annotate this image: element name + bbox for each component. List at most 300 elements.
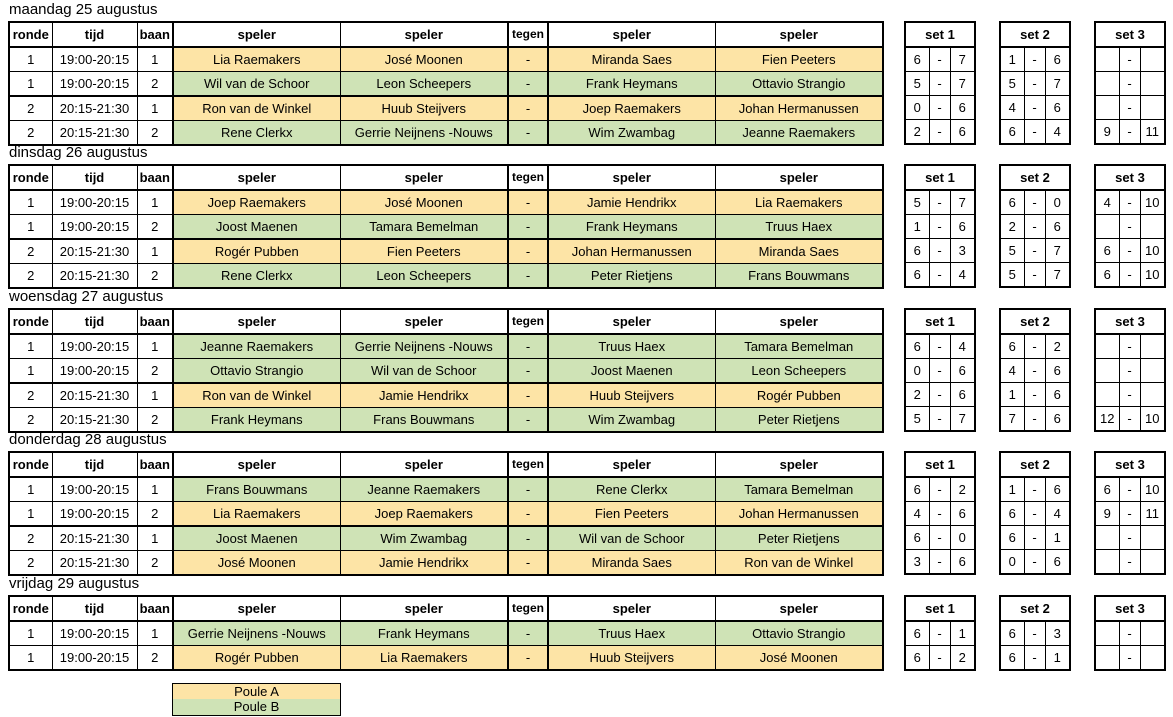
set-score-row — [905, 621, 975, 646]
score-away: 7 — [1045, 239, 1070, 263]
score-home: 6 — [1095, 239, 1119, 263]
score-away — [1140, 96, 1165, 120]
player-cell: Wil van de Schoor — [548, 526, 715, 551]
set-header: set 3 — [1095, 165, 1165, 190]
speler-header: speler — [340, 596, 508, 621]
score-away: 10 — [1140, 477, 1165, 502]
score-dash: - — [1024, 407, 1045, 432]
set-score-row — [1095, 383, 1165, 407]
baan-cell: 2 — [137, 215, 173, 240]
score-away: 6 — [950, 383, 975, 407]
match-row — [9, 239, 883, 264]
player-cell: Huub Steijvers — [548, 383, 715, 408]
baan-header: baan — [137, 165, 173, 190]
set-score-row — [905, 407, 975, 432]
tijd-cell: 20:15-21:30 — [52, 408, 137, 433]
baan-cell: 2 — [137, 121, 173, 146]
score-home: 2 — [905, 120, 929, 145]
baan-cell: 1 — [137, 334, 173, 359]
set-score-row — [1095, 263, 1165, 288]
set-header: set 1 — [905, 165, 975, 190]
player-cell: Lia Raemakers — [173, 47, 340, 72]
score-away: 10 — [1140, 239, 1165, 263]
tijd-cell: 19:00-20:15 — [52, 359, 137, 384]
score-home: 6 — [905, 263, 929, 288]
tegen-cell: - — [508, 526, 548, 551]
tegen-cell: - — [508, 502, 548, 527]
set-score-row — [1095, 120, 1165, 145]
score-home: 6 — [905, 646, 929, 671]
speler-header: speler — [548, 22, 715, 47]
tijd-cell: 19:00-20:15 — [52, 621, 137, 646]
score-home — [1095, 334, 1119, 359]
baan-header: baan — [137, 596, 173, 621]
score-away: 11 — [1140, 120, 1165, 145]
tegen-cell: - — [508, 47, 548, 72]
score-dash: - — [1119, 526, 1140, 550]
set-score-row — [905, 47, 975, 72]
player-cell: Wim Zwambag — [548, 121, 715, 146]
set-header-row — [905, 22, 975, 47]
score-dash: - — [929, 47, 950, 72]
score-away: 3 — [950, 239, 975, 263]
set-score-row — [905, 190, 975, 215]
schedule-table — [8, 164, 884, 289]
score-dash: - — [1119, 383, 1140, 407]
tijd-cell: 19:00-20:15 — [52, 502, 137, 527]
match-row — [9, 190, 883, 215]
player-cell: Frans Bouwmans — [340, 408, 508, 433]
set-score-row — [1000, 120, 1070, 145]
tijd-cell: 20:15-21:30 — [52, 239, 137, 264]
player-cell: Leon Scheepers — [715, 359, 883, 384]
score-away — [1140, 621, 1165, 646]
score-dash: - — [1119, 621, 1140, 646]
score-away: 6 — [1045, 477, 1070, 502]
score-home: 2 — [905, 383, 929, 407]
set-score-row — [905, 359, 975, 383]
player-cell: Joost Maenen — [173, 215, 340, 240]
tijd-cell: 19:00-20:15 — [52, 72, 137, 97]
ronde-cell: 1 — [9, 190, 52, 215]
speler-header: speler — [715, 165, 883, 190]
score-home: 6 — [905, 47, 929, 72]
player-cell: Jamie Hendrikx — [340, 551, 508, 576]
score-home: 5 — [1000, 72, 1024, 96]
score-home: 5 — [905, 72, 929, 96]
set-header-row — [1000, 596, 1070, 621]
baan-cell: 1 — [137, 621, 173, 646]
player-cell: Johan Hermanussen — [715, 96, 883, 121]
set-score-row — [1000, 72, 1070, 96]
tegen-header: tegen — [508, 309, 548, 334]
player-cell: Peter Rietjens — [548, 264, 715, 289]
score-away: 6 — [1045, 96, 1070, 120]
set-score-row — [905, 96, 975, 120]
set-header: set 1 — [905, 309, 975, 334]
set-score-row — [1095, 621, 1165, 646]
score-away: 0 — [950, 526, 975, 550]
speler-header: speler — [548, 596, 715, 621]
score-home: 6 — [905, 526, 929, 550]
tijd-header: tijd — [52, 596, 137, 621]
set-2-table — [999, 308, 1071, 432]
header-row — [9, 165, 883, 190]
set-2-table — [999, 21, 1071, 145]
player-cell: Johan Hermanussen — [715, 502, 883, 527]
ronde-cell: 2 — [9, 526, 52, 551]
set-1-table — [904, 21, 976, 145]
match-row — [9, 72, 883, 97]
tijd-cell: 20:15-21:30 — [52, 121, 137, 146]
player-cell: Frans Bouwmans — [173, 477, 340, 502]
score-away: 4 — [950, 263, 975, 288]
set-score-row — [905, 502, 975, 526]
set-header: set 3 — [1095, 309, 1165, 334]
score-dash: - — [929, 120, 950, 145]
set-header-row — [905, 165, 975, 190]
set-3-table — [1094, 21, 1166, 145]
match-row — [9, 359, 883, 384]
score-dash: - — [929, 96, 950, 120]
tegen-cell: - — [508, 551, 548, 576]
set-header-row — [905, 596, 975, 621]
set-score-row — [1095, 550, 1165, 575]
player-cell: Wim Zwambag — [548, 408, 715, 433]
score-away: 6 — [950, 215, 975, 239]
score-dash: - — [929, 407, 950, 432]
score-away: 4 — [1045, 120, 1070, 145]
score-home: 6 — [905, 477, 929, 502]
speler-header: speler — [548, 165, 715, 190]
score-home: 6 — [1000, 334, 1024, 359]
score-away: 7 — [1045, 263, 1070, 288]
score-home: 6 — [1095, 477, 1119, 502]
player-cell: Gerrie Neijnens -Nouws — [340, 334, 508, 359]
player-cell: Johan Hermanussen — [548, 239, 715, 264]
player-cell: José Moonen — [340, 47, 508, 72]
set-header-row — [1095, 452, 1165, 477]
speler-header: speler — [715, 309, 883, 334]
player-cell: Tamara Bemelman — [715, 477, 883, 502]
score-away: 7 — [950, 407, 975, 432]
set-header-row — [905, 309, 975, 334]
ronde-cell: 2 — [9, 264, 52, 289]
player-cell: Wim Zwambag — [340, 526, 508, 551]
player-cell: Gerrie Neijnens -Nouws — [340, 121, 508, 146]
baan-cell: 1 — [137, 190, 173, 215]
score-dash: - — [1024, 477, 1045, 502]
score-away: 7 — [950, 72, 975, 96]
score-away: 6 — [950, 120, 975, 145]
speler-header: speler — [340, 165, 508, 190]
score-away: 6 — [950, 502, 975, 526]
tijd-cell: 19:00-20:15 — [52, 646, 137, 671]
player-cell: Gerrie Neijnens -Nouws — [173, 621, 340, 646]
set-score-row — [1000, 550, 1070, 575]
score-away: 6 — [950, 359, 975, 383]
speler-header: speler — [173, 22, 340, 47]
set-header-row — [1095, 22, 1165, 47]
player-cell: Lia Raemakers — [173, 502, 340, 527]
score-home — [1095, 47, 1119, 72]
set-score-row — [905, 526, 975, 550]
set-score-row — [1000, 190, 1070, 215]
ronde-cell: 1 — [9, 47, 52, 72]
score-home: 6 — [1000, 190, 1024, 215]
set-score-row — [905, 477, 975, 502]
score-home: 1 — [1000, 47, 1024, 72]
tegen-cell: - — [508, 190, 548, 215]
set-score-row — [1000, 263, 1070, 288]
match-row — [9, 477, 883, 502]
schedule-table — [8, 308, 884, 433]
score-dash: - — [1024, 72, 1045, 96]
tijd-cell: 19:00-20:15 — [52, 334, 137, 359]
score-dash: - — [1119, 47, 1140, 72]
score-dash: - — [1024, 646, 1045, 671]
player-cell: Fien Peeters — [340, 239, 508, 264]
score-home: 5 — [1000, 263, 1024, 288]
player-cell: Frank Heymans — [173, 408, 340, 433]
tijd-header: tijd — [52, 309, 137, 334]
tijd-cell: 19:00-20:15 — [52, 215, 137, 240]
set-header: set 2 — [1000, 596, 1070, 621]
set-score-row — [905, 383, 975, 407]
score-home: 6 — [1000, 502, 1024, 526]
set-header: set 2 — [1000, 452, 1070, 477]
player-cell: Jeanne Raemakers — [340, 477, 508, 502]
set-score-row — [905, 72, 975, 96]
set-score-row — [1095, 215, 1165, 239]
score-away — [1140, 550, 1165, 575]
score-dash: - — [929, 550, 950, 575]
set-score-row — [905, 550, 975, 575]
set-score-row — [905, 120, 975, 145]
ronde-cell: 1 — [9, 334, 52, 359]
score-dash: - — [1119, 120, 1140, 145]
player-cell: Tamara Bemelman — [340, 215, 508, 240]
set-header-row — [1000, 165, 1070, 190]
player-cell: Peter Rietjens — [715, 408, 883, 433]
baan-header: baan — [137, 22, 173, 47]
score-dash: - — [1119, 72, 1140, 96]
score-dash: - — [1119, 263, 1140, 288]
player-cell: Frans Bouwmans — [715, 264, 883, 289]
player-cell: Wil van de Schoor — [173, 72, 340, 97]
player-cell: Leon Scheepers — [340, 264, 508, 289]
score-home — [1095, 96, 1119, 120]
score-home: 0 — [905, 359, 929, 383]
player-cell: Miranda Saes — [715, 239, 883, 264]
score-dash: - — [1024, 502, 1045, 526]
header-row — [9, 309, 883, 334]
score-home: 1 — [905, 215, 929, 239]
baan-cell: 1 — [137, 383, 173, 408]
set-header: set 1 — [905, 452, 975, 477]
tegen-cell: - — [508, 264, 548, 289]
baan-cell: 2 — [137, 646, 173, 671]
header-row — [9, 22, 883, 47]
score-dash: - — [1119, 502, 1140, 526]
score-away: 2 — [950, 477, 975, 502]
ronde-cell: 1 — [9, 646, 52, 671]
day-title: maandag 25 augustus — [9, 1, 158, 18]
set-score-row — [1000, 47, 1070, 72]
player-cell: Peter Rietjens — [715, 526, 883, 551]
match-row — [9, 621, 883, 646]
baan-cell: 2 — [137, 551, 173, 576]
day-title: woensdag 27 augustus — [9, 288, 164, 305]
set-score-row — [1000, 215, 1070, 239]
score-away — [1140, 215, 1165, 239]
score-away: 1 — [1045, 646, 1070, 671]
speler-header: speler — [715, 596, 883, 621]
score-dash: - — [929, 190, 950, 215]
player-cell: Rene Clerkx — [548, 477, 715, 502]
tijd-cell: 20:15-21:30 — [52, 526, 137, 551]
score-dash: - — [1119, 550, 1140, 575]
set-3-table — [1094, 595, 1166, 671]
score-home — [1095, 550, 1119, 575]
player-cell: José Moonen — [715, 646, 883, 671]
score-away — [1140, 359, 1165, 383]
player-cell: Fien Peeters — [715, 47, 883, 72]
player-cell: Rogér Pubben — [173, 646, 340, 671]
match-row — [9, 215, 883, 240]
legend-poule-b: Poule B — [172, 699, 341, 716]
player-cell: Ron van de Winkel — [173, 96, 340, 121]
set-header: set 2 — [1000, 22, 1070, 47]
speler-header: speler — [715, 22, 883, 47]
match-row — [9, 408, 883, 433]
player-cell: Joost Maenen — [173, 526, 340, 551]
set-header: set 3 — [1095, 596, 1165, 621]
tegen-cell: - — [508, 646, 548, 671]
speler-header: speler — [173, 309, 340, 334]
tijd-cell: 20:15-21:30 — [52, 96, 137, 121]
set-2-table — [999, 451, 1071, 575]
set-score-row — [905, 334, 975, 359]
score-home — [1095, 621, 1119, 646]
set-score-row — [1000, 477, 1070, 502]
ronde-cell: 2 — [9, 121, 52, 146]
match-row — [9, 526, 883, 551]
score-dash: - — [1024, 96, 1045, 120]
player-cell: Rogér Pubben — [715, 383, 883, 408]
ronde-cell: 2 — [9, 96, 52, 121]
tijd-cell: 20:15-21:30 — [52, 264, 137, 289]
player-cell: Miranda Saes — [548, 47, 715, 72]
score-dash: - — [929, 215, 950, 239]
score-dash: - — [929, 502, 950, 526]
set-score-row — [1095, 239, 1165, 263]
score-home: 0 — [1000, 550, 1024, 575]
score-away — [1140, 526, 1165, 550]
set-header-row — [1095, 165, 1165, 190]
ronde-header: ronde — [9, 165, 52, 190]
score-dash: - — [1119, 96, 1140, 120]
score-away: 6 — [1045, 550, 1070, 575]
score-dash: - — [929, 477, 950, 502]
player-cell: Joep Raemakers — [340, 502, 508, 527]
speler-header: speler — [173, 165, 340, 190]
set-score-row — [1000, 502, 1070, 526]
baan-cell: 1 — [137, 477, 173, 502]
score-home: 2 — [1000, 215, 1024, 239]
set-1-table — [904, 451, 976, 575]
score-away: 7 — [1045, 72, 1070, 96]
speler-header: speler — [340, 452, 508, 477]
score-dash: - — [1024, 621, 1045, 646]
player-cell: Frank Heymans — [548, 72, 715, 97]
set-score-row — [1000, 646, 1070, 671]
baan-cell: 2 — [137, 359, 173, 384]
score-dash: - — [1024, 215, 1045, 239]
speler-header: speler — [173, 452, 340, 477]
speler-header: speler — [340, 22, 508, 47]
score-away: 6 — [1045, 383, 1070, 407]
set-header: set 3 — [1095, 22, 1165, 47]
score-away — [1140, 334, 1165, 359]
ronde-cell: 1 — [9, 215, 52, 240]
baan-header: baan — [137, 452, 173, 477]
set-score-row — [1000, 407, 1070, 432]
tijd-cell: 20:15-21:30 — [52, 551, 137, 576]
match-row — [9, 96, 883, 121]
score-dash: - — [929, 621, 950, 646]
set-3-table — [1094, 451, 1166, 575]
tijd-cell: 19:00-20:15 — [52, 47, 137, 72]
score-home: 9 — [1095, 120, 1119, 145]
speler-header: speler — [173, 596, 340, 621]
score-dash: - — [929, 334, 950, 359]
ronde-cell: 1 — [9, 72, 52, 97]
tijd-cell: 20:15-21:30 — [52, 383, 137, 408]
set-3-table — [1094, 308, 1166, 432]
ronde-cell: 2 — [9, 408, 52, 433]
set-3-table — [1094, 164, 1166, 288]
player-cell: Lia Raemakers — [340, 646, 508, 671]
set-score-row — [1000, 621, 1070, 646]
score-home — [1095, 646, 1119, 671]
player-cell: Truus Haex — [548, 334, 715, 359]
score-away: 6 — [1045, 359, 1070, 383]
set-score-row — [1095, 477, 1165, 502]
set-score-row — [905, 646, 975, 671]
tegen-cell: - — [508, 96, 548, 121]
score-dash: - — [929, 72, 950, 96]
schedule-table — [8, 451, 884, 576]
match-row — [9, 383, 883, 408]
match-row — [9, 502, 883, 527]
set-score-row — [1095, 646, 1165, 671]
player-cell: Fien Peeters — [548, 502, 715, 527]
set-score-row — [1095, 502, 1165, 526]
score-home: 5 — [905, 407, 929, 432]
score-away: 0 — [1045, 190, 1070, 215]
score-home: 6 — [1000, 646, 1024, 671]
player-cell: Tamara Bemelman — [715, 334, 883, 359]
match-row — [9, 334, 883, 359]
score-home — [1095, 72, 1119, 96]
set-2-table — [999, 595, 1071, 671]
score-home: 6 — [1000, 526, 1024, 550]
set-score-row — [1000, 334, 1070, 359]
score-dash: - — [1024, 383, 1045, 407]
set-score-row — [1000, 96, 1070, 120]
score-home: 7 — [1000, 407, 1024, 432]
